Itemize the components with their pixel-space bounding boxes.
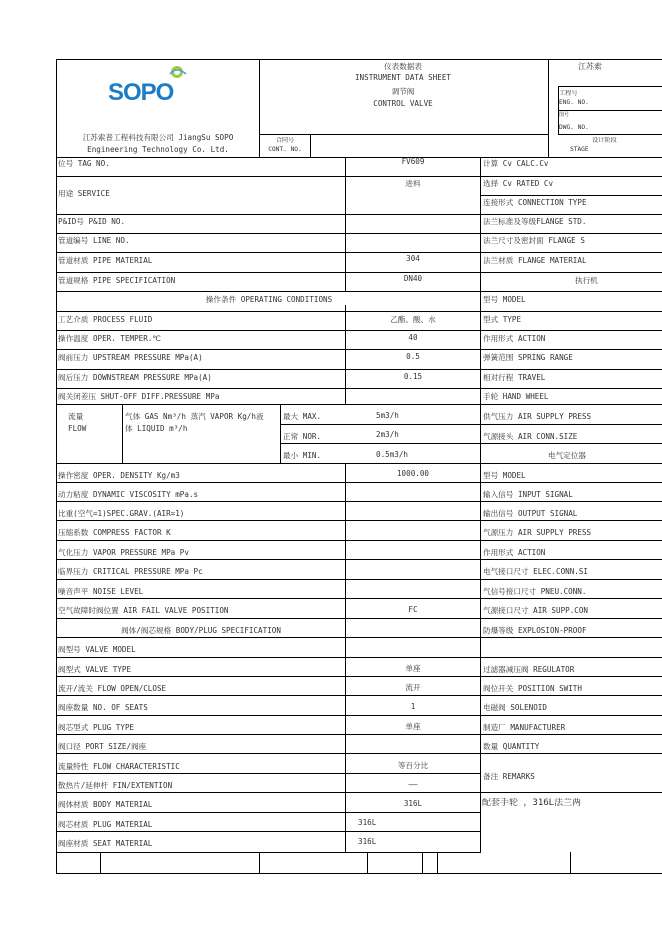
right-row-air-conn-size: 气源接头 AIR CONN.SIZE — [483, 432, 578, 441]
row-seats-label: 阀座数量 NO. OF SEATS — [58, 703, 148, 712]
company-name-line2: Engineering Technology Co. Ltd. — [87, 145, 229, 154]
section-operating-conditions: 操作条件 OPERATING CONDITIONS — [205, 295, 333, 304]
row-line-no-label: 管道编号 LINE NO. — [58, 236, 130, 245]
right-row-pneu-conn: 气信号接口尺寸 PNEU.CONN. — [483, 587, 587, 596]
right-row-manufacturer: 制造厂 MANUFACTURER — [483, 723, 566, 732]
right-row-output-signal: 输出信号 OUTPUT SIGNAL — [483, 509, 578, 518]
company-short: 江苏索 — [578, 62, 602, 71]
flow-label-cn: 流量 — [68, 412, 84, 421]
row-plug-type-label: 阀芯型式 PLUG TYPE — [58, 723, 135, 732]
right-row-position-switch: 阀位开关 POSITION SWITH — [483, 684, 582, 693]
right-row-elec-conn: 电气接口尺寸 ELEC.CONN.SI — [483, 567, 588, 576]
right-row-actuator-type: 型式 TYPE — [483, 315, 522, 324]
subtitle-cn: 调节阀 — [391, 87, 415, 96]
right-row-air-supply-press-2: 气源压力 AIR SUPPLY PRESS — [483, 528, 592, 537]
row-valve-type-value: 单座 — [405, 664, 421, 673]
row-plug-material-value: 316L — [358, 818, 377, 827]
row-air-fail-value: FC — [408, 605, 418, 614]
row-pipe-material-value: 304 — [406, 254, 420, 263]
flow-max-label: 最大 MAX. — [283, 412, 322, 421]
row-pipe-material-label: 管道材质 PIPE MATERIAL — [58, 256, 153, 265]
row-seats-value: 1 — [410, 702, 416, 711]
row-shutoff-label: 阀关闭差压 SHUT-OFF DIFF.PRESSURE MPa — [58, 392, 220, 401]
row-service-value: 进料 — [405, 179, 421, 188]
right-row-actuator-model: 型号 MODEL — [483, 295, 526, 304]
row-downstream-pressure-label: 阀后压力 DOWNSTREAM PRESSURE MPa(A) — [58, 373, 212, 382]
right-row-hand-wheel: 手轮 HAND WHEEL — [483, 392, 549, 401]
right-row-actuator-action: 作用形式 ACTION — [483, 334, 546, 343]
row-body-material-label: 阀体材质 BODY MATERIAL — [58, 800, 153, 809]
eng-no-en: ENG. NO. — [559, 99, 589, 106]
flow-desc-line2: 体 LIQUID m³/h — [125, 424, 188, 433]
row-flow-char-value: 等百分比 — [397, 761, 429, 770]
right-row-solenoid: 电磁阀 SOLENOID — [483, 703, 547, 712]
row-oper-density-value: 1000.00 — [396, 469, 429, 478]
row-downstream-pressure-value: 0.15 — [403, 372, 423, 381]
row-body-material-value: 316L — [403, 799, 423, 808]
right-row-air-supp-conn: 气源接口尺寸 AIR SUPP.CON — [483, 606, 588, 615]
remarks-value: 配套手轮 ，316L法兰两 — [482, 798, 582, 808]
row-flow-open-value: 流开 — [405, 683, 421, 692]
right-row-positioner-model: 型号 MODEL — [483, 471, 526, 480]
row-spec-grav-label: 比重(空气=1)SPEC.GRAV.(AIR=1) — [58, 509, 185, 518]
remarks-label: 备注 REMARKS — [483, 772, 535, 781]
row-plug-type-value: 单座 — [405, 722, 421, 731]
row-valve-type-label: 阀型式 VALVE TYPE — [58, 665, 132, 674]
row-service-label: 用途 SERVICE — [58, 189, 110, 198]
right-row-quantity: 数量 QUANTITY — [483, 742, 540, 751]
row-air-fail-label: 空气故障时阀位置 AIR FAIL VALVE POSITION — [58, 606, 229, 615]
flow-desc-line1: 气体 GAS Nm³/h 蒸汽 VAPOR Kg/h液 — [125, 412, 264, 421]
row-tag-no-value: FV609 — [401, 157, 425, 166]
stage-cn: 设计阶段 — [592, 137, 617, 144]
row-oper-density-label: 操作密度 OPER. DENSITY Kg/m3 — [58, 471, 180, 480]
flow-max-value: 5m3/h — [376, 411, 399, 420]
flow-min-value: 0.5m3/h — [376, 450, 409, 459]
right-row-spring-range: 弹簧范围 SPRING RANGE — [483, 353, 573, 362]
flow-min-label: 最小 MIN. — [283, 451, 322, 460]
contract-no-label: 合同号 — [275, 137, 295, 144]
row-valve-model-label: 阀型号 VALVE MODEL — [58, 645, 136, 654]
row-process-fluid-value: 乙酯、酸、水 — [390, 315, 436, 324]
right-row-flange-material: 法兰材质 FLANGE MATERIAL — [483, 256, 587, 265]
row-upstream-pressure-value: 0.5 — [406, 352, 420, 361]
right-row-travel: 相对行程 TRAVEL — [483, 373, 546, 382]
svg-text:SOPO: SOPO — [108, 79, 174, 106]
row-pid-label: P&ID号 P&ID NO. — [58, 217, 126, 226]
right-row-calc-cv: 计算 Cv CALC.Cv — [483, 159, 549, 168]
company-name-line1: 江苏索普工程科技有限公司 JiangSu SOPO — [82, 133, 234, 142]
stage-en: STAGE — [570, 146, 589, 153]
right-row-regulator: 过滤器减压阀 REGULATOR — [483, 665, 575, 674]
right-row-connection-type: 连接形式 CONNECTION TYPE — [483, 198, 587, 207]
contract-no-en: CONT. NO. — [268, 146, 302, 153]
dwg-no-en: DWG. NO. — [559, 124, 589, 131]
flow-label-en: FLOW — [68, 424, 87, 433]
row-process-fluid-label: 工艺介质 PROCESS FLUID — [58, 315, 153, 324]
row-vapor-pressure-label: 气化压力 VAPOR PRESSURE MPa Pv — [58, 548, 189, 557]
row-fin-value: —— — [408, 780, 418, 789]
row-oper-temp-value: 40 — [408, 333, 418, 342]
flow-nor-label: 正常 NOR. — [283, 432, 322, 441]
section-positioner: 电气定位器 — [548, 451, 586, 460]
right-row-flange-std: 法兰标准及等级FLANGE STD. — [483, 217, 587, 226]
row-pipe-spec-value: DN40 — [403, 274, 423, 283]
row-seat-material-label: 阀座材质 SEAT MATERIAL — [58, 839, 153, 848]
row-fin-label: 散热片/延伸杆 FIN/EXTENTION — [58, 781, 173, 790]
right-row-flange-size: 法兰尺寸及密封面 FLANGE S — [483, 236, 585, 245]
row-upstream-pressure-label: 阀前压力 UPSTREAM PRESSURE MPa(A) — [58, 353, 203, 362]
row-viscosity-label: 动力粘度 DYNAMIC VISCOSITY mPa.s — [58, 490, 199, 499]
title-en: INSTRUMENT DATA SHEET — [354, 73, 451, 82]
eng-no-label: 工程号 — [559, 90, 578, 97]
right-row-air-supply-press: 供气压力 AIR SUPPLY PRESS — [483, 412, 592, 421]
section-actuator: 执行机 — [575, 276, 598, 285]
row-flow-open-label: 流开/流关 FLOW OPEN/CLOSE — [58, 684, 167, 693]
row-pipe-spec-label: 管道规格 PIPE SPECIFICATION — [58, 276, 176, 285]
row-compress-label: 压缩系数 COMPRESS FACTOR K — [58, 528, 171, 537]
row-noise-label: 噪音声平 NOISE LEVEL — [58, 587, 144, 596]
row-flow-char-label: 流量特性 FLOW CHARACTERISTIC — [58, 762, 180, 771]
row-seat-material-value: 316L — [358, 837, 377, 846]
flow-nor-value: 2m3/h — [376, 430, 399, 439]
sopo-logo — [100, 62, 208, 110]
row-oper-temp-label: 操作温度 OPER. TEMPER.℃ — [58, 334, 161, 343]
row-plug-material-label: 阀芯材质 PLUG MATERIAL — [58, 820, 153, 829]
subtitle-en: CONTROL VALVE — [373, 99, 433, 108]
right-row-positioner-action: 作用形式 ACTION — [483, 548, 546, 557]
dwg-no-label: 图号 — [559, 112, 570, 118]
section-body-plug: 阀体/阀芯规格 BODY/PLUG SPECIFICATION — [121, 626, 281, 635]
right-row-rated-cv: 选择 Cv RATED Cv — [483, 179, 554, 188]
title-cn: 仪表数据表 — [384, 62, 422, 71]
row-critical-pressure-label: 临界压力 CRITICAL PRESSURE MPa Pc — [58, 567, 203, 576]
right-row-explosion-proof: 防爆等级 EXPLOSION-PROOF — [483, 626, 587, 635]
right-row-input-signal: 输入信号 INPUT SIGNAL — [483, 490, 573, 499]
row-tag-no-label: 位号 TAG NO. — [58, 159, 110, 168]
row-port-size-label: 阀口径 PORT SIZE/阀座 — [58, 742, 147, 751]
